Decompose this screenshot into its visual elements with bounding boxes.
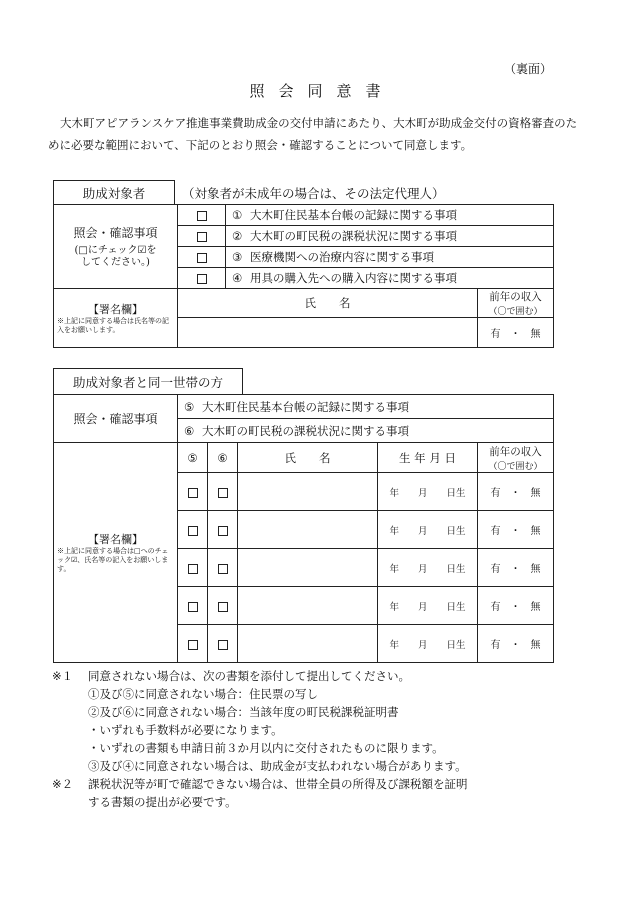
section2-signature-heading: 【署名欄】 bbox=[88, 533, 143, 546]
checkbox-item-2[interactable] bbox=[197, 232, 207, 242]
note-1e: ③及び④に同意されない場合は、助成金が支払われない場合があります。 bbox=[88, 759, 467, 773]
birth-date[interactable]: 年 月 日生 bbox=[378, 473, 478, 511]
check-heading-cell bbox=[54, 205, 178, 289]
section1-table bbox=[53, 204, 554, 348]
intro-paragraph: 大木町アピアランスケア推進事業費助成金の交付申請にあたり、大木町が助成金交付の資格審査のために必要な範囲において、下記のとおり照会・確認することについて同意します。 bbox=[48, 116, 578, 152]
guardian-note: （対象者が未成年の場合は、その法定代理人） bbox=[182, 186, 445, 201]
item-5: ⑤ 大木町住民基本台帳の記録に関する事項 bbox=[178, 395, 554, 419]
note-1c: ・いずれも手数料が必要になります。 bbox=[88, 723, 283, 737]
checkbox-5-row4[interactable] bbox=[188, 602, 198, 612]
birth-date[interactable]: 年 月 日生 bbox=[378, 625, 478, 663]
income-header: 前年の収入 （〇で囲む） bbox=[478, 443, 554, 473]
section2-signature-cell bbox=[54, 443, 178, 663]
note-1d: ・いずれの書類も申請日前３か月以内に交付されたものに限ります。 bbox=[88, 741, 444, 755]
income-options[interactable]: 有 ・ 無 bbox=[478, 318, 554, 348]
section2-signature-note: ※上記に同意する場合は□へのチェック☑、氏名等の記入をお願いします。 bbox=[57, 547, 169, 573]
income-header: 前年の収入 （〇で囲む） bbox=[478, 289, 554, 318]
signature-heading: 【署名欄】 bbox=[88, 303, 143, 316]
note-1: ※１ 同意されない場合は、次の書類を添付して提出してください。 bbox=[52, 669, 410, 683]
checkbox-item-1[interactable] bbox=[197, 211, 207, 221]
checkbox-6-row4[interactable] bbox=[218, 602, 228, 612]
item-4: ④ 用具の購入先への購入内容に関する事項 bbox=[226, 268, 554, 289]
col5-header: ⑤ bbox=[178, 443, 208, 473]
name-input[interactable] bbox=[238, 473, 378, 511]
checkbox-5-row1[interactable] bbox=[188, 488, 198, 498]
note-1a: ①及び⑤に同意されない場合：住民票の写し bbox=[88, 687, 318, 701]
section2-tab bbox=[53, 368, 243, 395]
checkbox-6-row1[interactable] bbox=[218, 488, 228, 498]
birth-date[interactable]: 年 月 日生 bbox=[378, 587, 478, 625]
name-input[interactable] bbox=[238, 625, 378, 663]
birth-date[interactable]: 年 月 日生 bbox=[378, 549, 478, 587]
check-instruction: (□にチェック☑を してください。) bbox=[74, 245, 157, 268]
signature-note: ※上記に同意する場合は氏名等の記入をお願いします。 bbox=[57, 317, 169, 334]
income-options[interactable]: 有 ・ 無 bbox=[478, 587, 554, 625]
birth-date[interactable]: 年 月 日生 bbox=[378, 511, 478, 549]
notes bbox=[52, 667, 572, 811]
name-input[interactable] bbox=[238, 511, 378, 549]
checkbox-item-3[interactable] bbox=[197, 253, 207, 263]
item-2: ② 大木町の町民税の課税状況に関する事項 bbox=[226, 226, 554, 247]
section2-table bbox=[53, 394, 554, 663]
checkbox-6-row5[interactable] bbox=[218, 640, 228, 650]
name-input[interactable] bbox=[178, 318, 478, 348]
income-options[interactable]: 有 ・ 無 bbox=[478, 625, 554, 663]
checkbox-5-row5[interactable] bbox=[188, 640, 198, 650]
checkbox-6-row2[interactable] bbox=[218, 526, 228, 536]
name-header: 氏 名 bbox=[238, 443, 378, 473]
note-2-cont: する書類の提出が必要です。 bbox=[88, 795, 237, 809]
item-6: ⑥ 大木町の町民税の課税状況に関する事項 bbox=[178, 419, 554, 443]
checkbox-5-row2[interactable] bbox=[188, 526, 198, 536]
checkbox-5-row3[interactable] bbox=[188, 564, 198, 574]
section2-check-heading: 照会・確認事項 bbox=[54, 395, 178, 443]
item-3: ③ 医療機関への治療内容に関する事項 bbox=[226, 247, 554, 268]
name-input[interactable] bbox=[238, 587, 378, 625]
income-options[interactable]: 有 ・ 無 bbox=[478, 473, 554, 511]
income-options[interactable]: 有 ・ 無 bbox=[478, 511, 554, 549]
checkbox-item-4[interactable] bbox=[197, 274, 207, 284]
income-options[interactable]: 有 ・ 無 bbox=[478, 549, 554, 587]
name-input[interactable] bbox=[238, 549, 378, 587]
signature-cell bbox=[54, 289, 178, 348]
checkbox-6-row3[interactable] bbox=[218, 564, 228, 574]
section2-tab-label: 助成対象者と同一世帯の方 bbox=[72, 375, 223, 390]
section1-tab bbox=[53, 180, 175, 205]
note-2: ※２ 課税状況等が町で確認できない場合は、世帯全員の所得及び課税額を証明 bbox=[52, 777, 468, 791]
item-1: ① 大木町住民基本台帳の記録に関する事項 bbox=[226, 205, 554, 226]
check-heading: 照会・確認事項 bbox=[73, 226, 158, 240]
col6-header: ⑥ bbox=[208, 443, 238, 473]
note-1b: ②及び⑥に同意されない場合：当該年度の町民税課税証明書 bbox=[88, 705, 399, 719]
birth-header: 生 年 月 日 bbox=[378, 443, 478, 473]
name-header: 氏 名 bbox=[178, 289, 478, 318]
page-title: 照会同意書 bbox=[249, 82, 395, 100]
section1-tab-label: 助成対象者 bbox=[82, 186, 146, 201]
page-side-label: （裏面） bbox=[503, 62, 552, 76]
